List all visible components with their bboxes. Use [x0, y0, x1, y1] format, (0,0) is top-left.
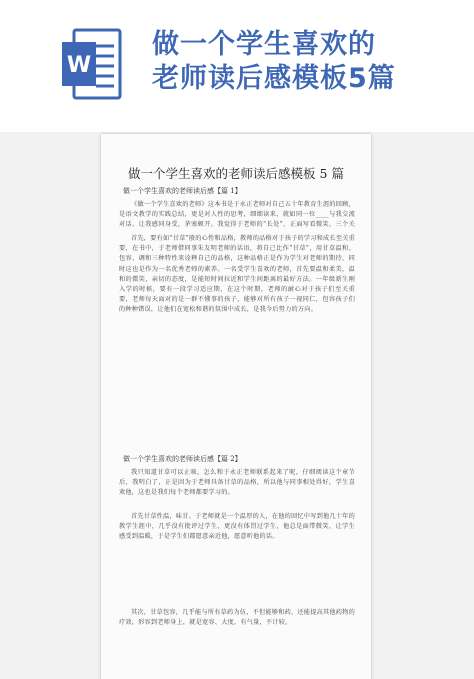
word-document-icon	[60, 28, 122, 100]
section-2-heading: 做一个学生喜欢的老师读后感【篇 2】	[123, 455, 242, 463]
svg-text:W: W	[66, 53, 92, 78]
section-1-paragraph-1: 《做一个学生喜欢的老师》这本书是于永正老师对自己五十年教育生涯的回顾，是语文教学的实践总结，更是对人性的思考，细细读来，就如同一位____与我交流对话，让我感同身受，茅塞顿开。我觉得于老师的“长处”，正面写看微笑，三个关	[119, 201, 355, 229]
document-title: 做一个学生喜欢的老师读后感模板 5 篇	[128, 166, 344, 181]
section-1-paragraph-2: 首先，要有如“甘草”般的心性和品格，教师的品格对于孩子的学习和成长至关重要，在书中，于老师借同事朱友明老师的话语，将自己比作“甘草”，用甘草温和、包容、调和三种特性来诠释自己的品格，这种品格正是作为学生对老师的期待，同时这也是作为一名优秀老师的素养。一名受学生喜欢的老师，首先要温和柔美，温和的微笑，亲切的态度，是能短时间拉近和学生间距离的最好方法。一年级新生刚入学的时候，要有一段学习适应期，在这个时期，老师的耐心对于孩子们至关重要，老师每天面对的是一群不懂事的孩子，能够对所有孩子一视同仁，包容孩子们的种种错误，让他们在宽松和谐的氛围中成长，是我今后努力的方向。	[119, 235, 355, 314]
banner-title-line-1: 做一个学生喜欢的	[152, 29, 376, 60]
banner-title-line-2: 老师读后感模板5篇	[152, 63, 396, 94]
document-page	[101, 134, 371, 679]
section-2-paragraph-1: 我只知道甘草可以止咳，怎么和于永正老师联系起来了呢，仔细阅读这个章节后，我明白了，正是因为于老师具备甘草的品格，所以他与同事相处得好，学生喜欢他，这也是我们每个老师都要学习的。	[119, 469, 355, 497]
banner-header	[0, 0, 474, 132]
section-1-heading: 做一个学生喜欢的老师读后感【篇 1】	[123, 187, 242, 195]
section-2-paragraph-2: 首先甘草性温，味甘。于老师就是一个温厚的人，在他的回忆中写到他几十年的教学生涯中，几乎没有批评过学生，更没有体罚过学生，他总是面带微笑，让学生感受到温暖，于是学生们都愿意亲近他，愿意听他的话。	[119, 513, 355, 541]
banner-title	[152, 28, 462, 96]
section-2-paragraph-3: 其次，甘草包容，几乎能与所有草药为伍，不但能够和药，还能提高其他药物的疗效，形容到老师身上，就是宽容、大度，有气量，不计较。	[119, 609, 355, 627]
